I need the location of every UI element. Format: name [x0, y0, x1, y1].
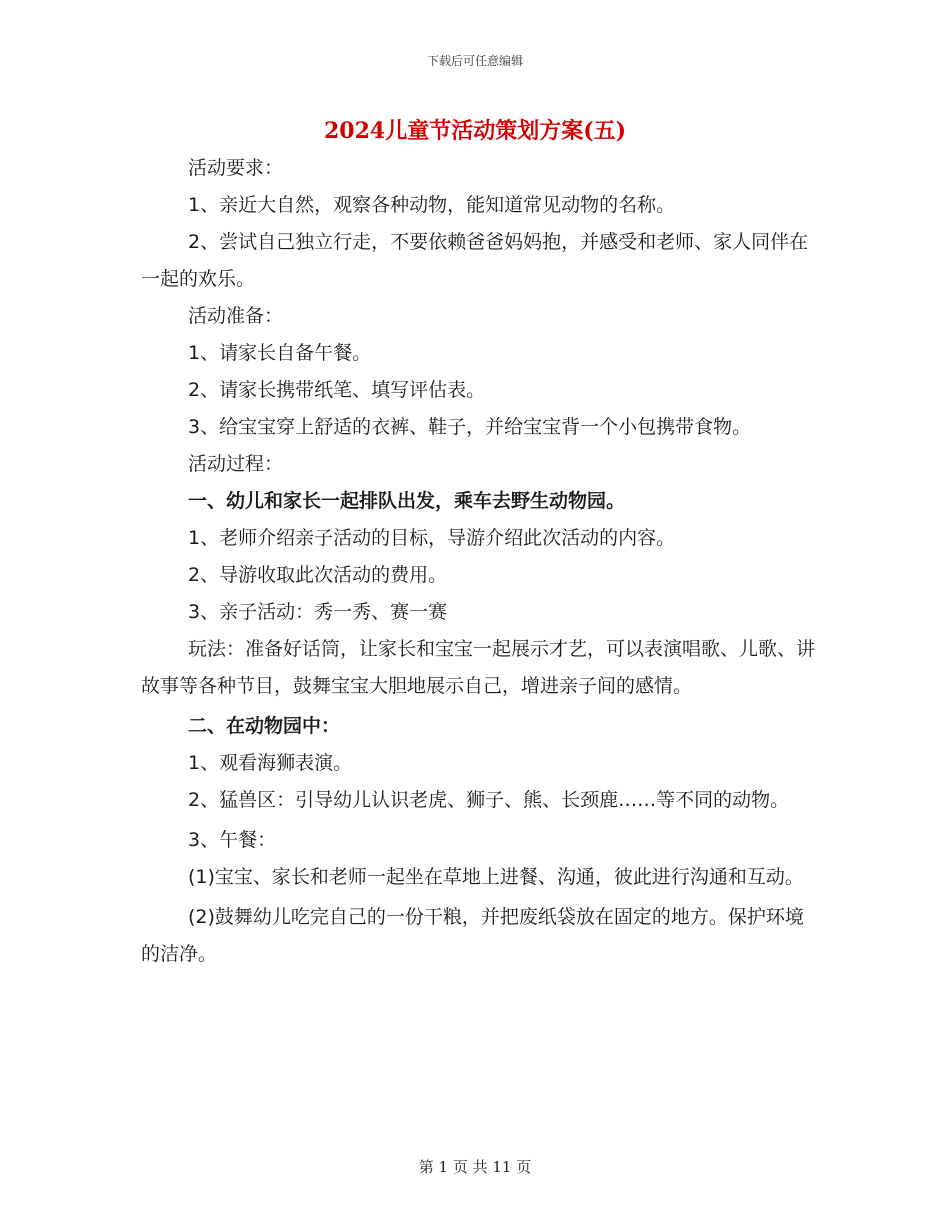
- paragraph: 2、尝试自己独立行走，不要依赖爸爸妈妈抱，并感受和老师、家人同伴在一起的欢乐。: [141, 231, 809, 290]
- paragraph: 活动过程：: [188, 453, 284, 475]
- section-heading: 一、幼儿和家长一起排队出发，乘车去野生动物园。: [188, 490, 626, 512]
- paragraph: 1、亲近大自然，观察各种动物，能知道常见动物的名称。: [188, 194, 676, 216]
- page-number: 第 1 页 共 11 页: [418, 1158, 532, 1176]
- document-title: 2024儿童节活动策划方案(五): [323, 118, 627, 144]
- paragraph: (1)宝宝、家长和老师一起坐在草地上进餐、沟通，彼此进行沟通和互动。: [188, 866, 804, 888]
- paragraph: 3、亲子活动：秀一秀、赛一赛: [188, 601, 448, 623]
- header-note: 下载后可任意编辑: [426, 54, 523, 68]
- paragraph: 3、给宝宝穿上舒适的衣裤、鞋子，并给宝宝背一个小包携带食物。: [188, 416, 752, 438]
- paragraph: 2、猛兽区：引导幼儿认识老虎、狮子、熊、长颈鹿……等不同的动物。: [188, 789, 790, 811]
- section-heading: 二、在动物园中：: [188, 715, 341, 737]
- paragraph: 活动准备：: [188, 305, 284, 327]
- paragraph: 2、请家长携带纸笔、填写评估表。: [188, 379, 486, 401]
- paragraph: (2)鼓舞幼儿吃完自己的一份干粮，并把废纸袋放在固定的地方。保护环境的洁净。: [141, 906, 804, 965]
- paragraph: 玩法：准备好话筒，让家长和宝宝一起展示才艺，可以表演唱歌、儿歌、讲故事等各种节目，鼓舞宝宝大胆地展示自己，增进亲子间的感情。: [141, 638, 816, 697]
- paragraph: 1、请家长自备午餐。: [188, 342, 372, 364]
- paragraph: 1、老师介绍亲子活动的目标，导游介绍此次活动的内容。: [188, 527, 676, 549]
- paragraph: 2、导游收取此次活动的费用。: [188, 564, 448, 586]
- paragraph: 1、观看海狮表演。: [188, 752, 353, 774]
- paragraph: 活动要求：: [188, 157, 284, 179]
- document-body: [141, 150, 821, 973]
- paragraph: 3、午餐：: [188, 829, 277, 851]
